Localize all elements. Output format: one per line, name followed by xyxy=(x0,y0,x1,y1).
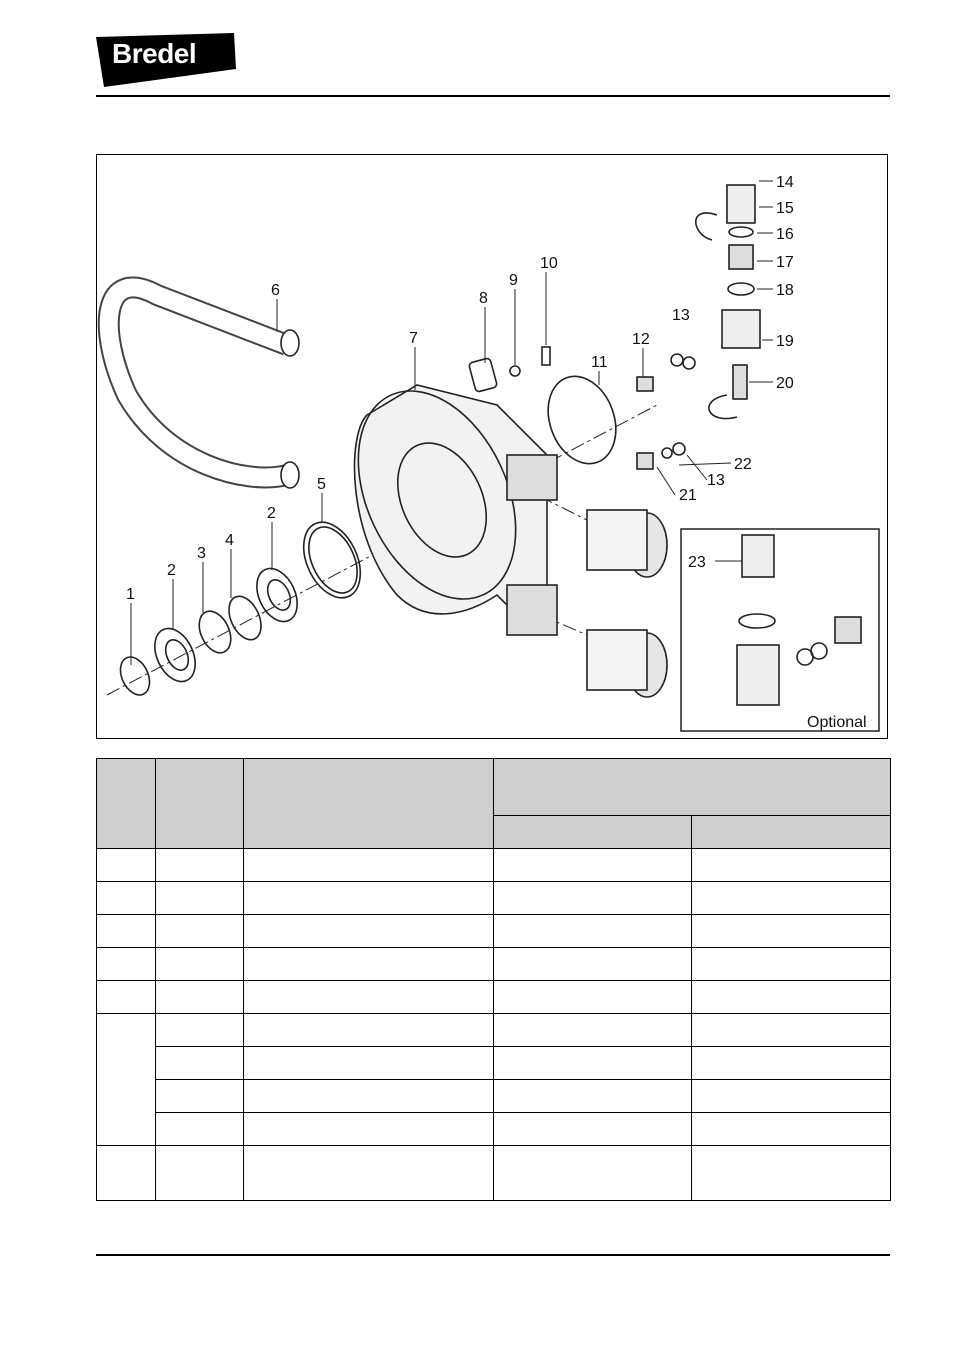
callout-13b: 13 xyxy=(707,472,725,489)
callout-15: 15 xyxy=(776,200,794,217)
table-cell xyxy=(244,1080,494,1113)
clamp-part xyxy=(468,358,497,393)
table-row xyxy=(97,1014,891,1047)
parts-table xyxy=(96,758,891,1201)
table-cell xyxy=(692,1014,891,1047)
table-cell xyxy=(244,981,494,1014)
table-cell xyxy=(156,1146,244,1201)
table-row xyxy=(97,882,891,915)
table-cell xyxy=(692,1113,891,1146)
circlip-part xyxy=(115,652,155,699)
header-cell xyxy=(494,759,891,816)
table-cell xyxy=(244,1113,494,1146)
valve-body-part xyxy=(722,310,760,348)
callout-21: 21 xyxy=(679,487,697,504)
table-cell xyxy=(244,1146,494,1201)
table-cell xyxy=(244,948,494,981)
table-cell xyxy=(156,849,244,882)
table-cell xyxy=(692,882,891,915)
callout-7: 7 xyxy=(409,330,418,347)
table-cell xyxy=(494,1113,692,1146)
seal-part xyxy=(193,606,237,658)
callout-18: 18 xyxy=(776,282,794,299)
cap-part xyxy=(727,185,755,223)
table-cell xyxy=(494,1080,692,1113)
table-cell xyxy=(494,1014,692,1047)
table-cell xyxy=(156,1080,244,1113)
table-cell xyxy=(494,981,692,1014)
table-row xyxy=(97,1113,891,1146)
brand-name: Bredel xyxy=(112,38,197,69)
bearing-part xyxy=(147,622,203,688)
table-cell xyxy=(244,882,494,915)
table-cell xyxy=(494,948,692,981)
table-row xyxy=(97,981,891,1014)
table-cell xyxy=(692,948,891,981)
table-cell xyxy=(156,948,244,981)
table-cell xyxy=(692,1080,891,1113)
table-cell xyxy=(494,849,692,882)
table-cell xyxy=(97,849,156,882)
callout-6: 6 xyxy=(271,282,280,299)
table-row xyxy=(97,1080,891,1113)
table-cell xyxy=(97,882,156,915)
table-row xyxy=(97,915,891,948)
table-cell xyxy=(156,915,244,948)
callout-5: 5 xyxy=(317,476,326,493)
header-rule xyxy=(96,95,890,97)
header-cell xyxy=(244,759,494,849)
exploded-view-drawing xyxy=(97,155,889,740)
header-cell xyxy=(97,759,156,849)
header-cell xyxy=(692,816,891,849)
table-cell xyxy=(156,981,244,1014)
callout-3: 3 xyxy=(197,545,206,562)
callout-12: 12 xyxy=(632,331,650,348)
callout-10: 10 xyxy=(540,255,558,272)
header-cell xyxy=(494,816,692,849)
table-row xyxy=(97,1047,891,1080)
callout-2b: 2 xyxy=(267,505,276,522)
table-cell xyxy=(494,1047,692,1080)
callout-4: 4 xyxy=(225,532,234,549)
table-cell xyxy=(244,1047,494,1080)
table-cell xyxy=(692,915,891,948)
callout-1: 1 xyxy=(126,586,135,603)
callout-20: 20 xyxy=(776,375,794,392)
footer-rule xyxy=(96,1254,890,1256)
table-cell xyxy=(244,1014,494,1047)
table-cell xyxy=(494,915,692,948)
table-cell xyxy=(692,849,891,882)
oring-part xyxy=(223,591,268,645)
callout-23: 23 xyxy=(688,554,706,571)
table-cell xyxy=(244,849,494,882)
table-cell xyxy=(156,1047,244,1080)
callout-17: 17 xyxy=(776,254,794,271)
callout-19: 19 xyxy=(776,333,794,350)
table-cell xyxy=(156,1014,244,1047)
table-row xyxy=(97,849,891,882)
inset-label: Optional xyxy=(807,714,867,731)
callout-8: 8 xyxy=(479,290,488,307)
table-cell xyxy=(494,882,692,915)
table-cell xyxy=(692,1146,891,1201)
header-cell xyxy=(156,759,244,849)
table-cell xyxy=(692,981,891,1014)
table-cell xyxy=(97,915,156,948)
lip-seal-part xyxy=(292,513,371,607)
table-cell xyxy=(244,915,494,948)
callout-14: 14 xyxy=(776,174,794,191)
table-cell xyxy=(156,1113,244,1146)
table-cell xyxy=(692,1047,891,1080)
callout-11: 11 xyxy=(591,354,608,371)
table-row xyxy=(97,1146,891,1201)
callout-13a: 13 xyxy=(672,307,690,324)
table-cell xyxy=(97,1014,156,1146)
callout-16: 16 xyxy=(776,226,794,243)
table-row xyxy=(97,948,891,981)
table-cell xyxy=(97,948,156,981)
exploded-view-figure xyxy=(96,154,888,739)
callout-9: 9 xyxy=(509,272,518,289)
callout-2a: 2 xyxy=(167,562,176,579)
table-cell xyxy=(97,981,156,1014)
table-cell xyxy=(97,1146,156,1201)
table-cell xyxy=(156,882,244,915)
table-cell xyxy=(494,1146,692,1201)
callout-22: 22 xyxy=(734,456,752,473)
